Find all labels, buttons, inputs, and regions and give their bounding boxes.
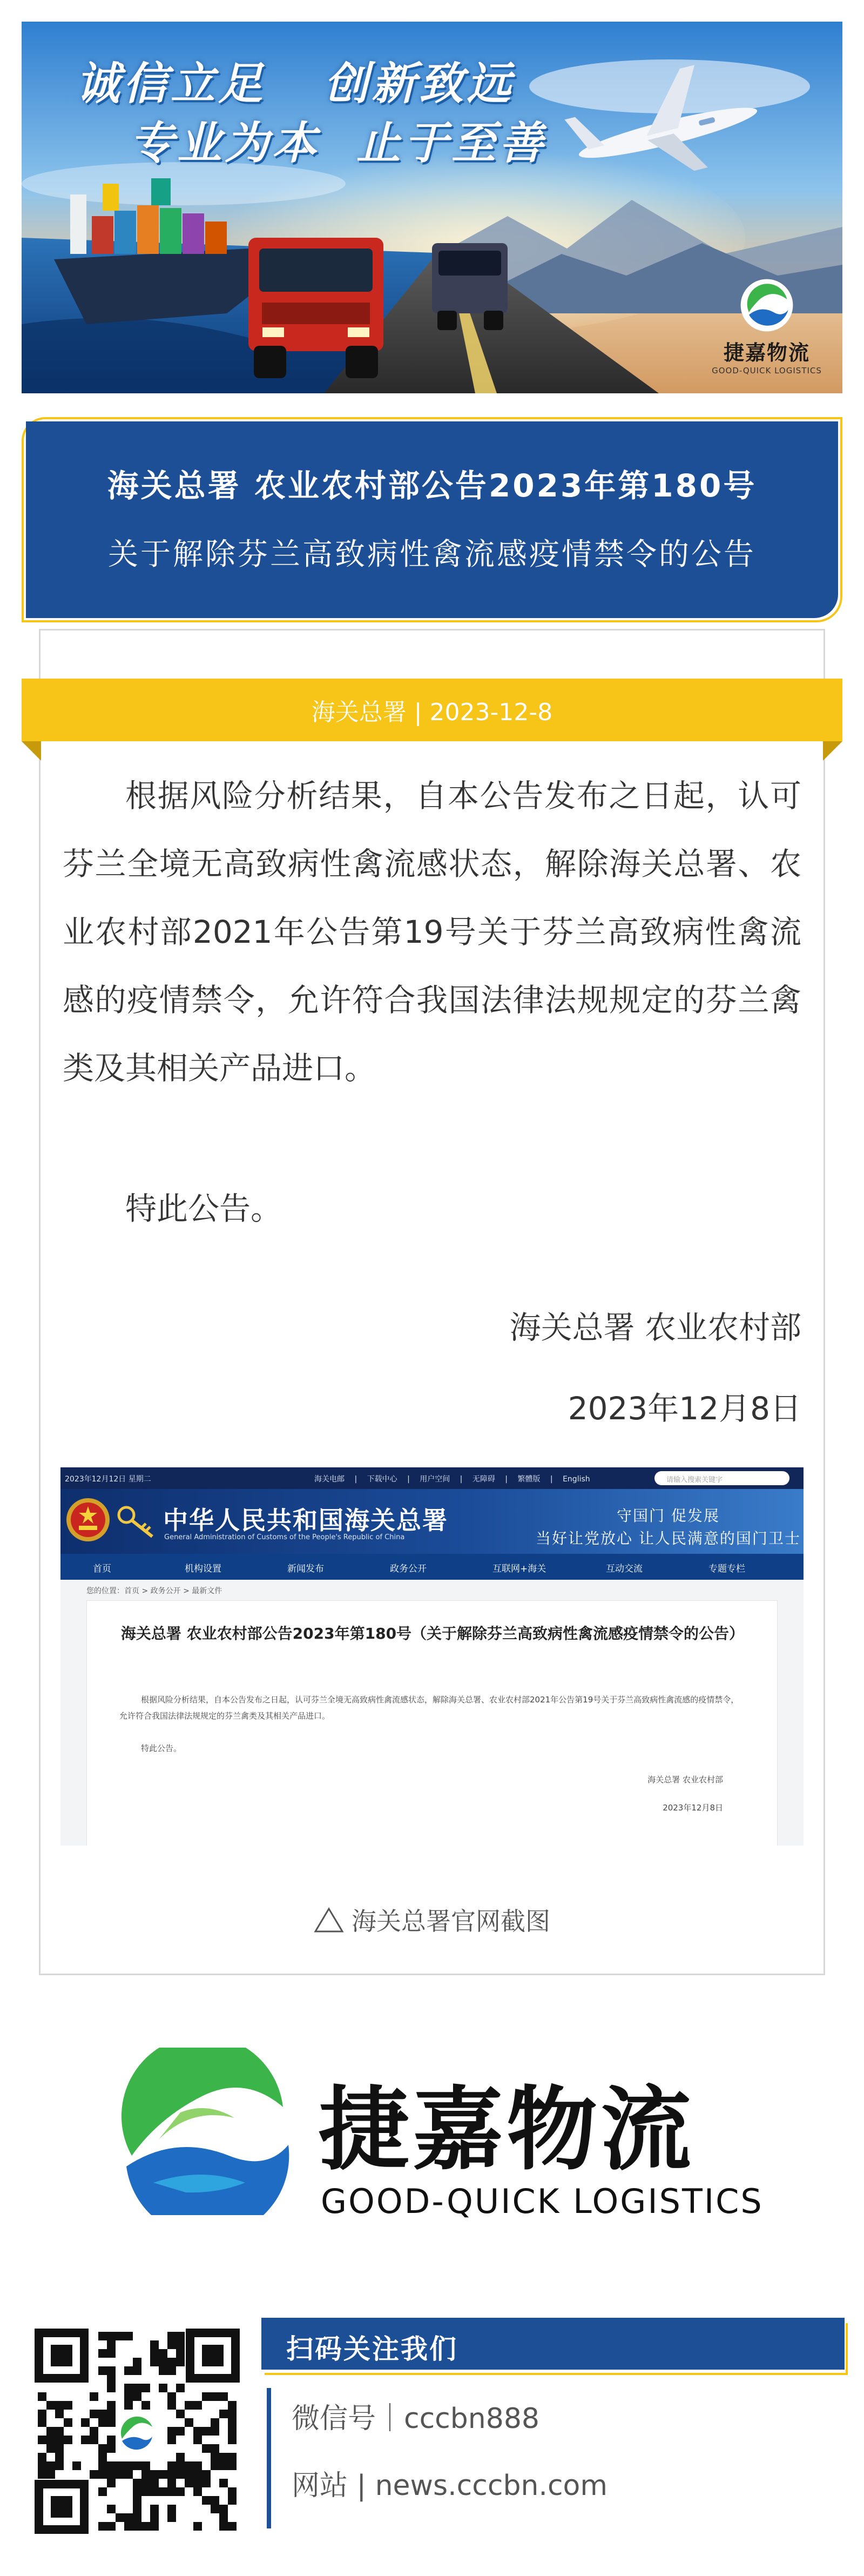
screenshot-article-date: 2023年12月8日 [663,1803,723,1813]
slogan-3: 专业为本 [130,117,320,169]
announcement-body: 根据风险分析结果，自本公告发布之日起，认可芬兰全境无高致病性禽流感状态，解除海关总署、农业农村部2021年公告第19号关于芬兰高致病性禽流感的疫情禁令，允许符合我国法律法规规定的芬兰禽类及其相关产品进口。 [63,777,801,1086]
company-logo-icon [737,276,796,335]
meta-source-date: 海关总署 | 2023-12-8 [311,699,553,726]
screenshot-article [86,1600,778,1846]
screenshot-nav-internet-customs: 互联网+海关 [492,1564,546,1574]
footer-logo-english: GOOD-QUICK LOGISTICS [321,2182,764,2221]
header-banner [22,22,842,393]
footer-logo-chinese: 捷嘉物流 [319,2077,694,2183]
banner-logo [707,276,826,375]
screenshot-nav-government-affairs: 政务公开 [390,1564,427,1574]
screenshot-nav-home: 首页 [93,1564,111,1574]
screenshot-motto-2: 当好让党放心 让人民满意的国门卫士 [536,1530,801,1547]
screenshot-nav-organization: 机构设置 [185,1564,221,1574]
screenshot-nav-interaction: 互动交流 [606,1564,643,1574]
screenshot-search-box: 请输入搜索关键字 [654,1471,789,1485]
screenshot-caption [0,1902,864,1937]
screenshot-site-name-english: General Administration of Customs of the People's Republic of China [164,1533,405,1541]
screenshot-article-title: 海关总署 农业农村部公告2023年第180号（关于解除芬兰高致病性禽流感疫情禁令的公告） [120,1625,745,1642]
slogan-1: 诚信立足 [76,58,266,110]
triangle-icon [314,1907,344,1933]
caption-text: 海关总署官网截图 [352,1907,550,1936]
title-line-1: 海关总署 农业农村部公告2023年第180号 [107,467,757,504]
customs-website-screenshot [60,1467,804,1846]
screenshot-motto-1: 守国门 促发展 [617,1507,720,1525]
screenshot-article-body: 根据风险分析结果，自本公告发布之日起，认可芬兰全境无高致病性禽流感状态，解除海关总署、农业农村部2021年公告第19号关于芬兰高致病性禽流感的疫情禁令，允许符合我国法律法规规定的芬兰禽类及其相关产品进口。 [119,1695,739,1721]
follow-us-label: 扫码关注我们 [286,2333,458,2365]
banner-logo-english: GOOD-QUICK LOGISTICS [712,366,822,375]
screenshot-nav-topics: 专题专栏 [708,1564,745,1574]
contact-divider [267,2388,271,2528]
customs-key-icon [114,1499,158,1542]
screenshot-nav-news: 新闻发布 [287,1564,324,1574]
screenshot-article-signature: 海关总署 农业农村部 [647,1775,723,1785]
screenshot-top-links: 海关电邮 | 下载中心 | 用户空间 | 无障碍 | 繁體版 | English [314,1475,590,1484]
screenshot-topbar [60,1467,804,1489]
screenshot-breadcrumb: 您的位置：首页 > 政务公开 > 最新文件 [86,1587,222,1595]
website-url: 网站 | news.cccbn.com [292,2470,608,2502]
banner-logo-chinese: 捷嘉物流 [723,341,810,365]
footer-logo-icon [110,2048,300,2215]
signature-date: 2023年12月8日 [568,1390,801,1427]
slogan-2: 创新致远 [324,58,514,110]
slogan-4: 止于至善 [356,117,546,169]
screenshot-site-name: 中华人民共和国海关总署 [163,1506,448,1535]
qr-code-icon [35,2329,240,2534]
title-block [26,421,838,618]
screenshot-article-closing: 特此公告。 [141,1743,182,1753]
meta-ribbon [22,679,842,741]
title-line-2: 关于解除芬兰高致病性禽流感疫情禁令的公告 [108,537,756,572]
screenshot-date: 2023年12月12日 星期二 [65,1475,151,1484]
announcement-closing: 特此公告。 [125,1190,282,1227]
screenshot-nav [60,1554,804,1580]
screenshot-header [60,1489,804,1554]
signature-organizations: 海关总署 农业农村部 [509,1309,801,1346]
national-emblem-icon [64,1495,112,1544]
wechat-id: 微信号｜cccbn888 [292,2403,539,2435]
